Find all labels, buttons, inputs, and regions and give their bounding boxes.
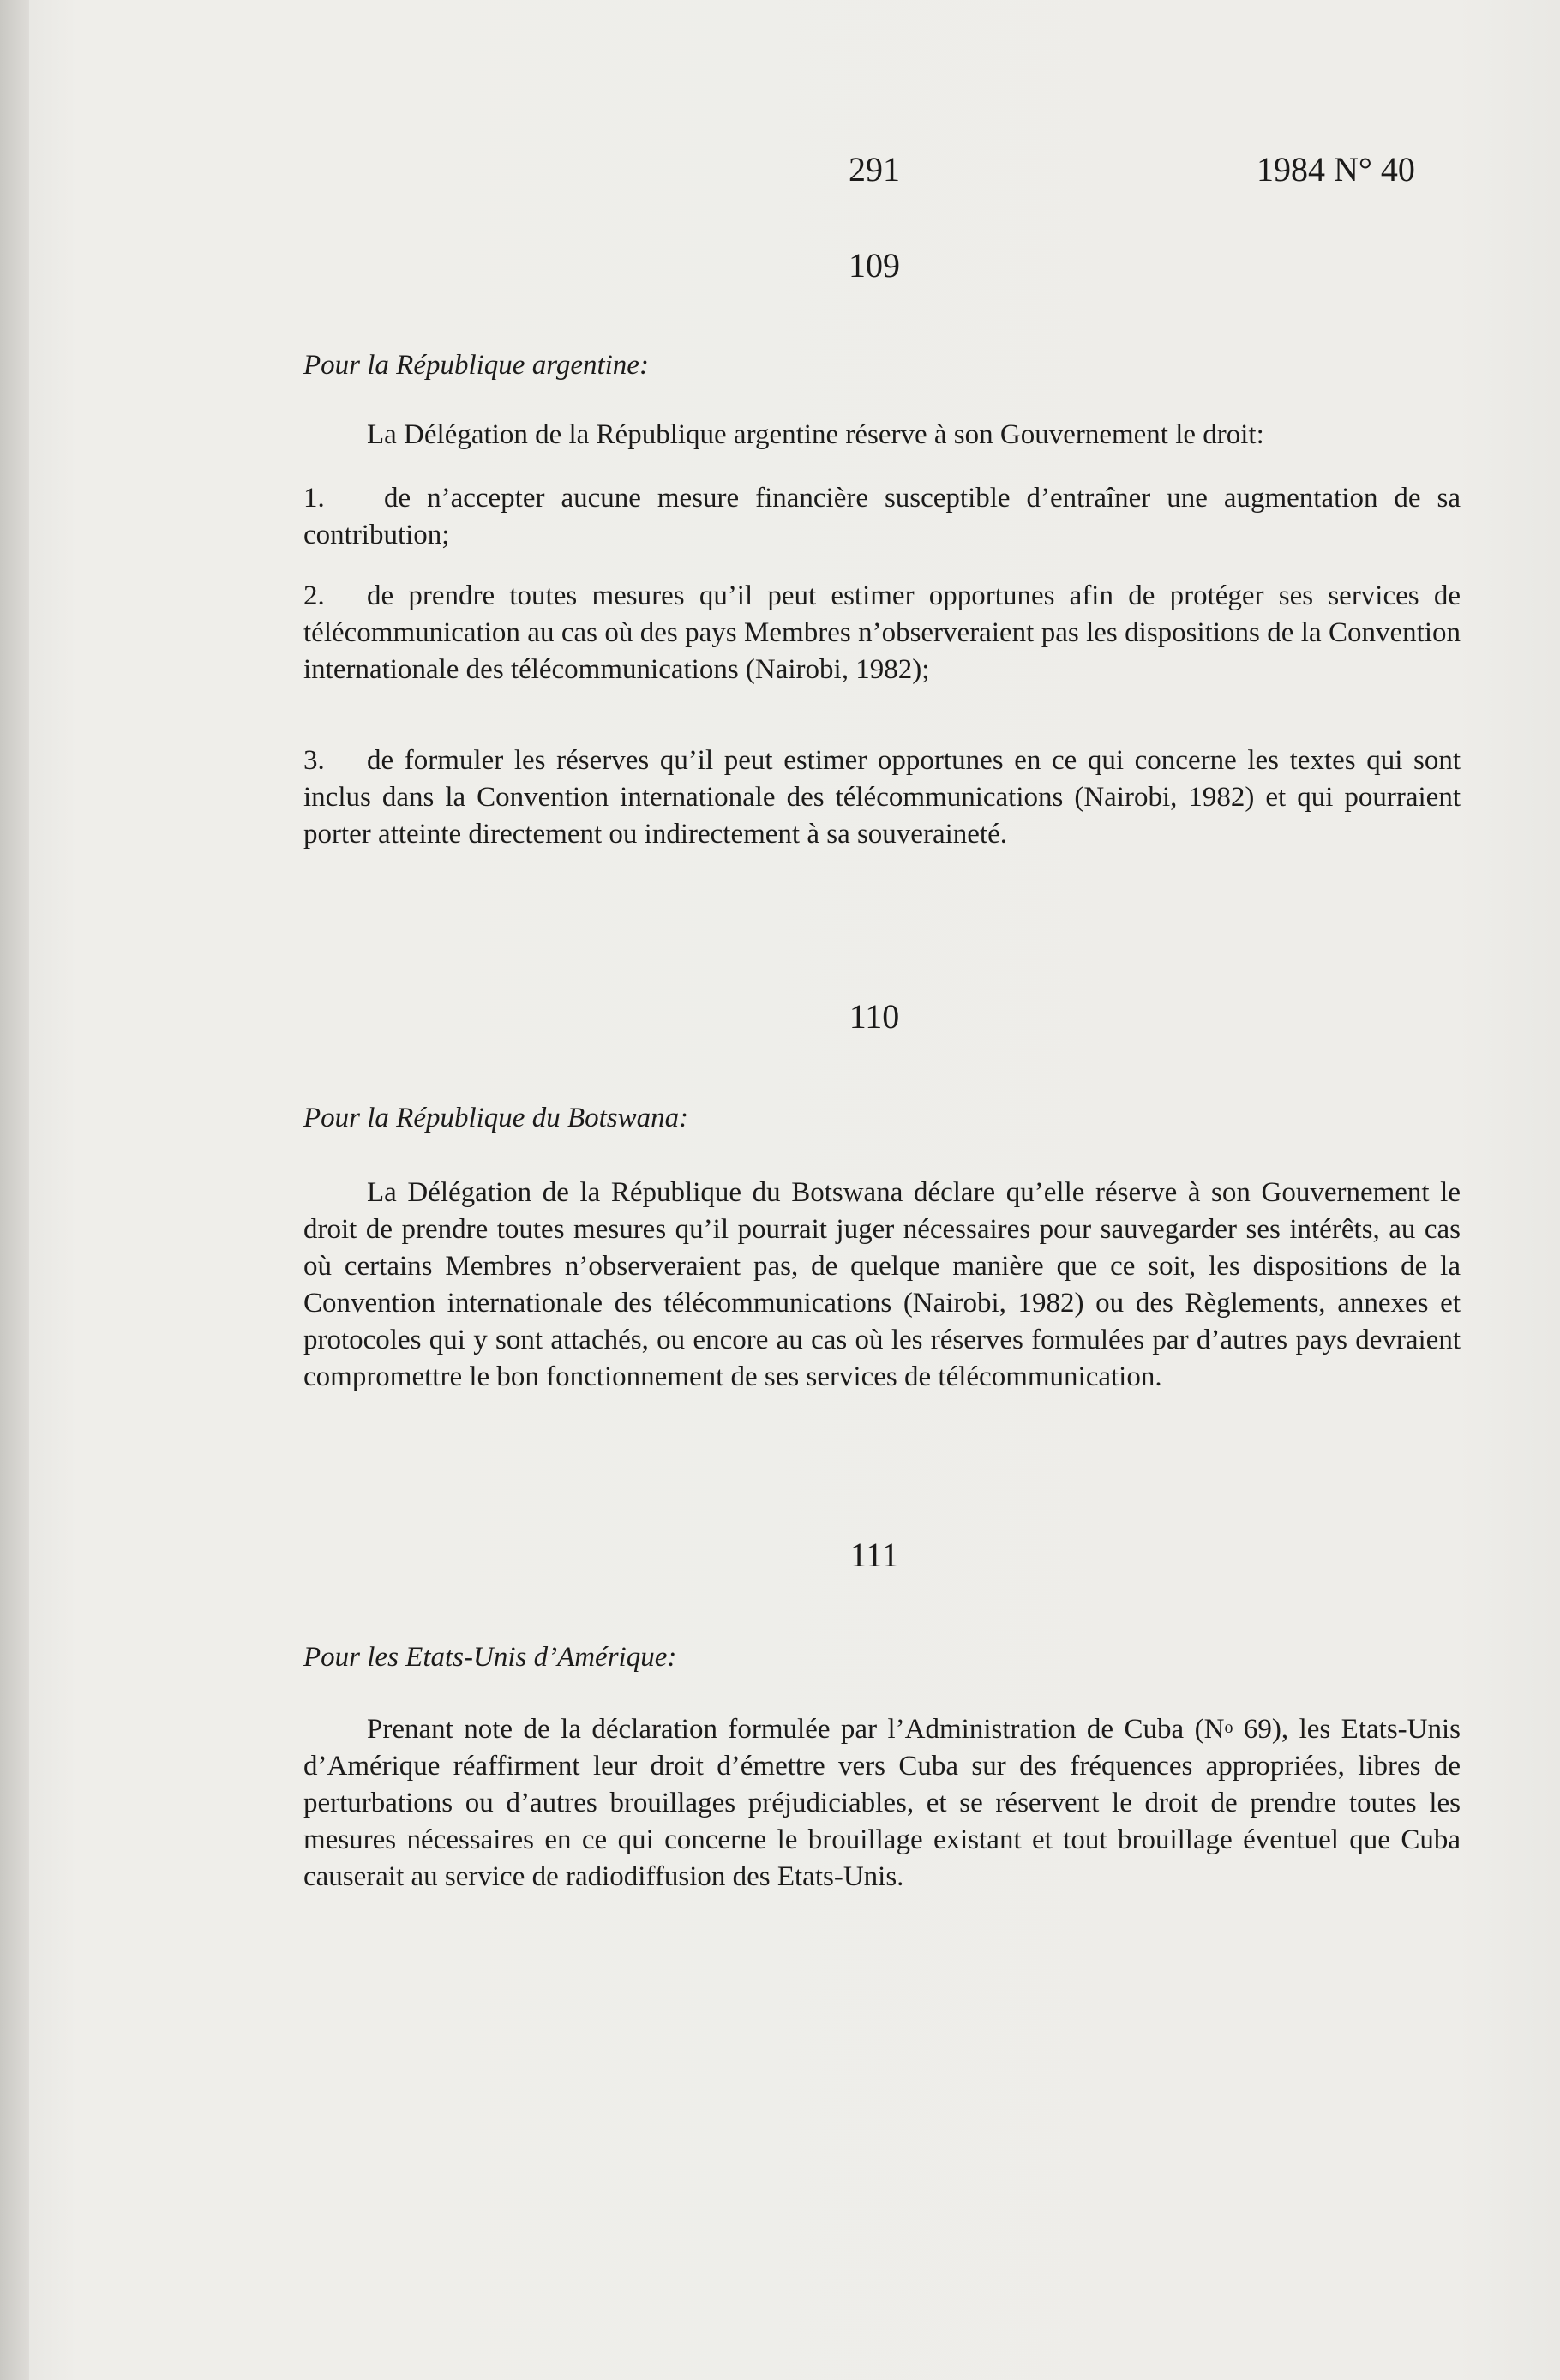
section-number-109: 109 xyxy=(849,246,900,285)
party-heading-argentina: Pour la République argentine: xyxy=(303,350,649,381)
year-and-issue-number: 1984 N° 40 xyxy=(1257,150,1415,189)
page-gutter-shadow xyxy=(0,0,29,2380)
usa-text-rest: 69), les Etats-Unis d’Amérique réaffirment leur droit d’émettre vers Cuba sur des fréquences appropriées, libres de perturbations ou d’autres brouillages préjudiciables, et se réservent le droit de prendre toutes les mesures nécessaires en ce qui concerne le brouillage existant et tout brouillage éventuel que Cuba causerait au service de radiodiffusion des Etats-Unis. xyxy=(303,1714,1461,1892)
botswana-paragraph xyxy=(303,1175,1461,1396)
argentina-intro-paragraph xyxy=(303,417,1461,454)
party-heading-botswana: Pour la République du Botswana: xyxy=(303,1103,689,1133)
item-number: 2. xyxy=(303,580,325,611)
item-text: de n’accepter aucune mesure financière susceptible d’entraîner une augmentation de sa contribution; xyxy=(303,483,1461,550)
party-heading-usa: Pour les Etats-Unis d’Amérique: xyxy=(303,1642,677,1673)
item-text: de formuler les réserves qu’il peut estimer opportunes en ce qui concerne les textes qui sont inclus dans la Convention internationale des télécommunications (Nairobi, 1982) et qui pourraient porter atteinte directement ou indirectement à sa souveraineté. xyxy=(303,745,1461,850)
item-text: de prendre toutes mesures qu’il peut estimer opportunes afin de protéger ses services de télécommunication au cas où des pays Membres n’observeraient pas les dispositions de la Convention internationale des télécommunications (Nairobi, 1982); xyxy=(303,580,1461,685)
usa-text-start: Prenant note de la déclaration formulée par l’Administration de Cuba (N xyxy=(367,1714,1225,1745)
item-number: 1. xyxy=(303,483,325,514)
section-number-110: 110 xyxy=(849,997,900,1036)
item-number: 3. xyxy=(303,745,325,776)
argentina-item-1 xyxy=(303,480,1461,554)
argentina-item-2 xyxy=(303,578,1461,688)
argentina-intro-text: La Délégation de la République argentine réserve à son Gouvernement le droit: xyxy=(367,419,1264,450)
botswana-text: La Délégation de la République du Botswana déclare qu’elle réserve à son Gouvernement le droit de prendre toutes mesures qu’il pourrait juger nécessaires pour sauvegarder ses intérêts, au cas où certains Membres n’observeraient pas, de quelque manière que ce soit, les dispositions de la Convention internationale des télécommunications (Nairobi, 1982) ou des Règlements, annexes et protocoles qui y sont attachés, ou encore au cas où les réserves formulées par d’autres pays devraient compromettre le bon fonctionnement de ses services de télécommunication. xyxy=(303,1177,1461,1392)
section-number-111: 111 xyxy=(849,1536,899,1574)
usa-paragraph xyxy=(303,1711,1461,1896)
number-superscript: o xyxy=(1224,1718,1233,1737)
page-number: 291 xyxy=(849,150,900,189)
argentina-item-3 xyxy=(303,742,1461,853)
